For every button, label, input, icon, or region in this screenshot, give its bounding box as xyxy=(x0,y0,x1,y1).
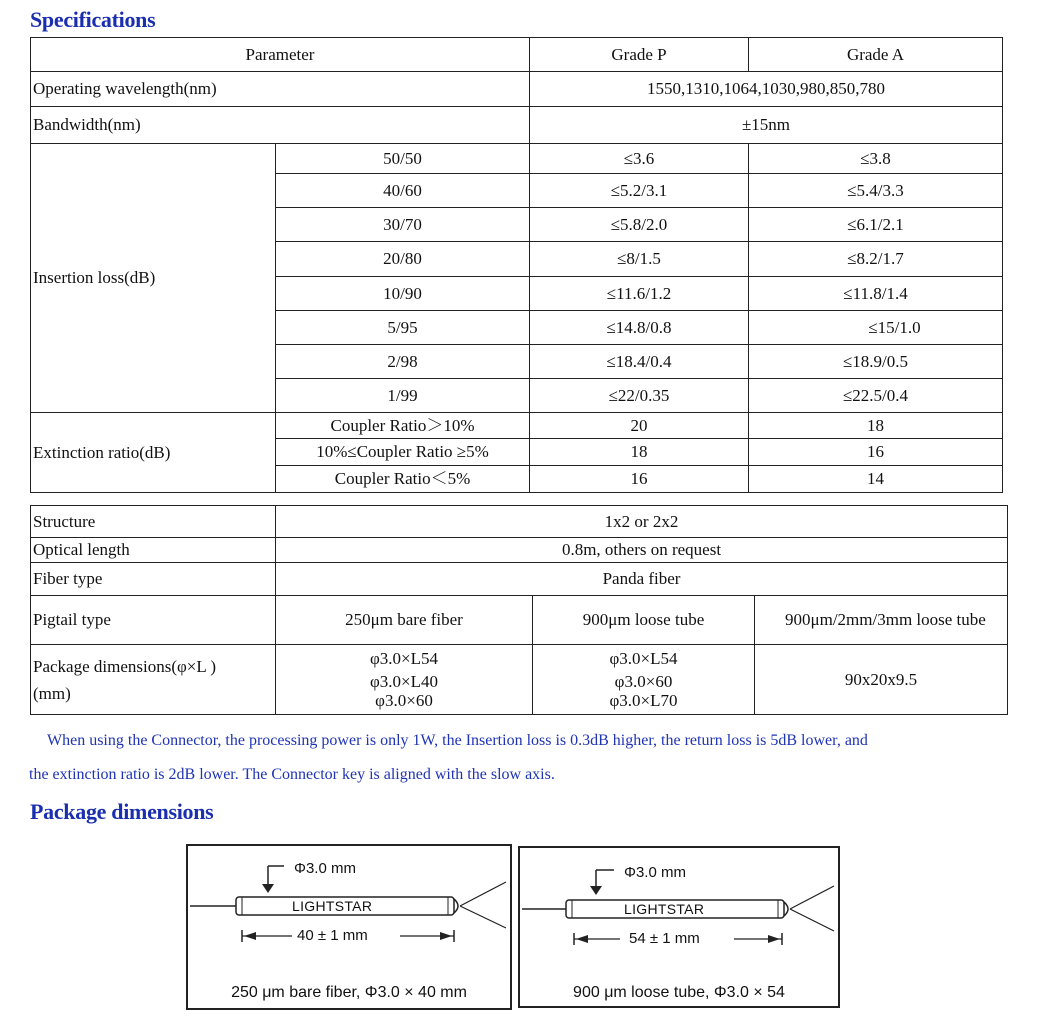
insertion-ratio: 40/60 xyxy=(276,174,530,208)
insertion-grade-a: ≤11.8/1.4 xyxy=(749,277,1003,311)
pigtail-loose-tube: 900μm loose tube xyxy=(533,596,755,645)
insertion-grade-a: ≤3.8 xyxy=(749,144,1003,174)
wavelength-label: Operating wavelength(nm) xyxy=(31,72,530,107)
insertion-grade-a: ≤22.5/0.4 xyxy=(749,379,1003,413)
fiber-type-label: Fiber type xyxy=(31,563,276,596)
insertion-ratio: 30/70 xyxy=(276,208,530,242)
insertion-grade-a: ≤6.1/2.1 xyxy=(749,208,1003,242)
pigtail-type-label: Pigtail type xyxy=(31,596,276,645)
length-label: 40 ± 1 mm xyxy=(294,927,371,944)
extinction-ratio-label: Extinction ratio(dB) xyxy=(31,413,276,493)
extinction-grade-a: 14 xyxy=(749,466,1003,493)
diagram-caption: 250 μm bare fiber, Φ3.0 × 40 mm xyxy=(231,984,467,1001)
spec-table xyxy=(30,37,1003,493)
length-label: 54 ± 1 mm xyxy=(626,930,703,947)
insertion-ratio: 1/99 xyxy=(276,379,530,413)
insertion-loss-label: Insertion loss(dB) xyxy=(31,144,276,413)
extinction-condition: Coupler Ratio＞10% xyxy=(276,413,530,439)
extinction-grade-a: 16 xyxy=(749,439,1003,466)
connector-note-line1: When using the Connector, the processing power is only 1W, the Insertion loss is 0.3dB higher, the return loss is 5dB lower, and xyxy=(47,732,868,749)
structure-label: Structure xyxy=(31,506,276,538)
insertion-grade-p: ≤18.4/0.4 xyxy=(530,345,749,379)
optical-length-value: 0.8m, others on request xyxy=(276,538,1008,563)
header-grade-p: Grade P xyxy=(530,38,749,72)
package-dim-item: φ3.0×L54 xyxy=(369,649,439,668)
diameter-label: Φ3.0 mm xyxy=(624,864,686,881)
pigtail-loose-tube-options: 900μm/2mm/3mm loose tube xyxy=(755,596,1008,645)
extinction-grade-p: 18 xyxy=(530,439,749,466)
brand-label: LIGHTSTAR xyxy=(292,898,373,914)
insertion-grade-a: ≤15/1.0 xyxy=(749,311,1003,345)
insertion-grade-p: ≤5.2/3.1 xyxy=(530,174,749,208)
package-diagram-loose-tube xyxy=(518,846,840,1008)
package-dim-item: φ3.0×L70 xyxy=(609,691,678,710)
insertion-ratio: 10/90 xyxy=(276,277,530,311)
connector-note-line2: the extinction ratio is 2dB lower. The Connector key is aligned with the slow axis. xyxy=(29,766,555,783)
insertion-grade-p: ≤22/0.35 xyxy=(530,379,749,413)
package-dim-item: φ3.0×L54 xyxy=(609,649,678,668)
package-dimensions-label: Package dimensions(φ×L )(mm) xyxy=(31,645,276,715)
insertion-ratio: 50/50 xyxy=(276,144,530,174)
extinction-condition: 10%≤Coupler Ratio ≥5% xyxy=(276,439,530,466)
package-dims-loose-tube xyxy=(533,645,755,715)
extinction-grade-p: 20 xyxy=(530,413,749,439)
diameter-label: Φ3.0 mm xyxy=(294,860,356,877)
insertion-ratio: 20/80 xyxy=(276,242,530,277)
brand-label: LIGHTSTAR xyxy=(624,901,705,917)
structure-value: 1x2 or 2x2 xyxy=(276,506,1008,538)
fiber-type-value: Panda fiber xyxy=(276,563,1008,596)
bandwidth-label: Bandwidth(nm) xyxy=(31,107,530,144)
wavelength-value: 1550,1310,1064,1030,980,850,780 xyxy=(530,72,1003,107)
package-dim-item: φ3.0×60 xyxy=(614,672,673,691)
insertion-ratio: 5/95 xyxy=(276,311,530,345)
insertion-grade-p: ≤3.6 xyxy=(530,144,749,174)
header-parameter: Parameter xyxy=(31,38,530,72)
package-dims-box: 90x20x9.5 xyxy=(755,645,1008,715)
package-dim-item: φ3.0×60 xyxy=(375,691,433,710)
optical-length-label: Optical length xyxy=(31,538,276,563)
specifications-heading: Specifications xyxy=(30,7,156,32)
insertion-grade-p: ≤14.8/0.8 xyxy=(530,311,749,345)
insertion-grade-p: ≤11.6/1.2 xyxy=(530,277,749,311)
insertion-grade-a: ≤18.9/0.5 xyxy=(749,345,1003,379)
insertion-grade-p: ≤5.8/2.0 xyxy=(530,208,749,242)
package-dim-item: φ3.0×L40 xyxy=(369,672,439,691)
extinction-condition: Coupler Ratio＜5% xyxy=(276,466,530,493)
package-dimensions-heading: Package dimensions xyxy=(30,799,214,824)
insertion-grade-a: ≤8.2/1.7 xyxy=(749,242,1003,277)
diagram-caption: 900 μm loose tube, Φ3.0 × 54 xyxy=(573,984,785,1001)
package-dims-bare-fiber xyxy=(276,645,533,715)
extinction-grade-a: 18 xyxy=(749,413,1003,439)
insertion-grade-p: ≤8/1.5 xyxy=(530,242,749,277)
pigtail-bare-fiber: 250μm bare fiber xyxy=(276,596,533,645)
insertion-grade-a: ≤5.4/3.3 xyxy=(749,174,1003,208)
insertion-ratio: 2/98 xyxy=(276,345,530,379)
extinction-grade-p: 16 xyxy=(530,466,749,493)
bandwidth-value: ±15nm xyxy=(530,107,1003,144)
structure-table xyxy=(30,505,1008,715)
package-diagram-bare-fiber xyxy=(186,844,512,1010)
header-grade-a: Grade A xyxy=(749,38,1003,72)
